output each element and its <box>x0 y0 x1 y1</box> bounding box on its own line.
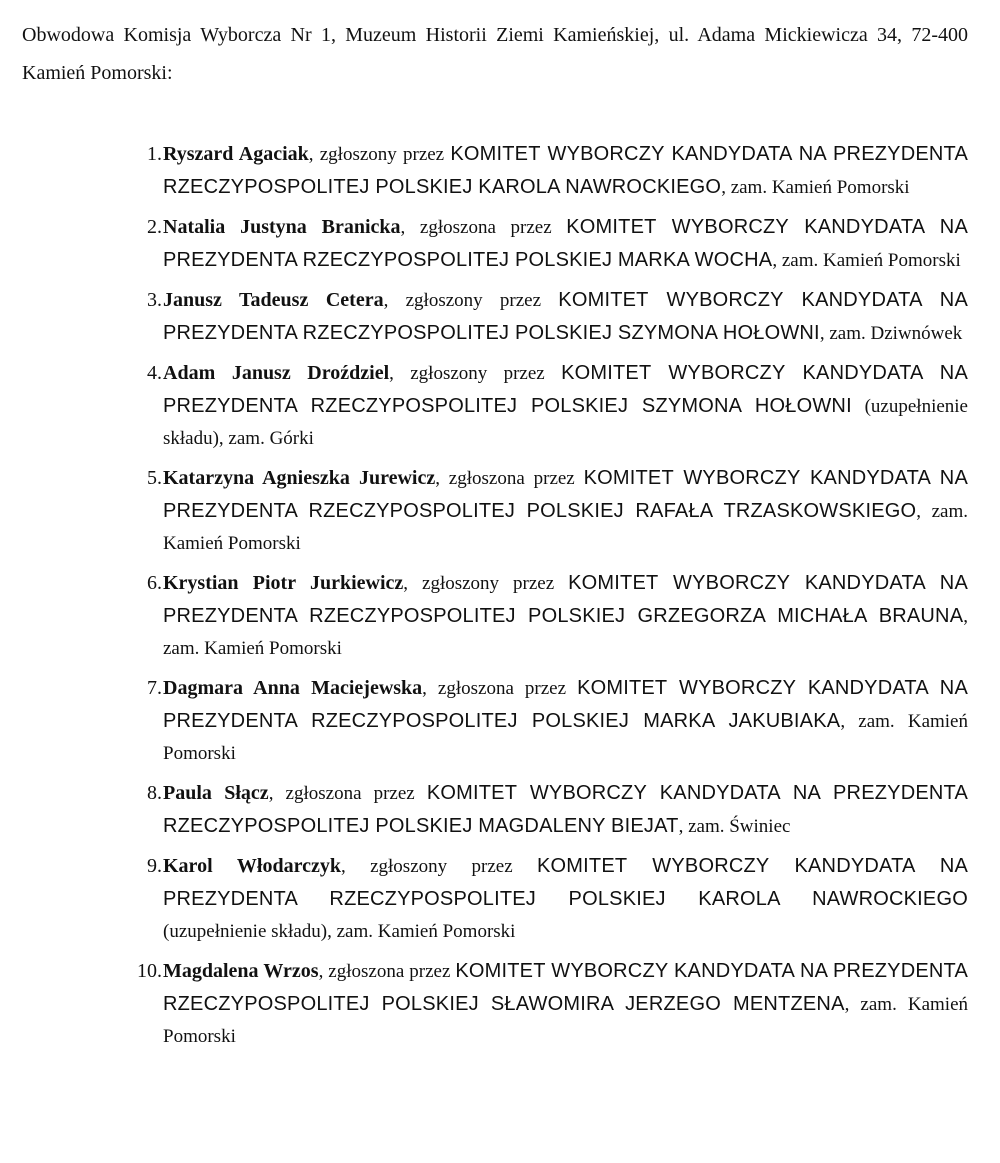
committee-name: KOMITET WYBORCZY KANDYDATA NA PREZYDENTA RZECZYPOSPOLITEJ POLSKIEJ SŁAWOMIRA JERZEGO MENTZENA <box>163 960 968 1015</box>
proposed-by: , zgłoszona przez <box>318 961 456 982</box>
residence: , zam. Dziwnówek <box>819 323 963 344</box>
item-number: 1. <box>147 143 162 165</box>
proposed-by: , zgłoszony przez <box>340 856 537 877</box>
residence: , zam. Kamień Pomorski <box>163 711 968 764</box>
residence: , zam. Kamień Pomorski <box>721 177 910 198</box>
member-name: Paula Słącz <box>163 782 269 804</box>
member-name: Natalia Justyna Branicka <box>163 216 401 238</box>
item-number: 8. <box>147 782 162 804</box>
member-list <box>22 138 968 1053</box>
item-number: 6. <box>147 572 162 594</box>
list-item <box>22 850 968 948</box>
item-number: 5. <box>147 467 162 489</box>
committee-name: KOMITET WYBORCZY KANDYDATA NA PREZYDENTA RZECZYPOSPOLITEJ POLSKIEJ SZYMONA HOŁOWNI <box>163 289 968 344</box>
list-item <box>22 567 968 665</box>
list-item <box>22 672 968 770</box>
item-number: 4. <box>147 362 162 384</box>
member-name: Katarzyna Agnieszka Jurewicz <box>163 467 436 489</box>
commission-header: Obwodowa Komisja Wyborcza Nr 1, Muzeum Historii Ziemi Kamieńskiej, ul. Adama Mickiewicza 34, 72-400 Kamień Pomorski: <box>22 24 968 84</box>
item-number: 10. <box>137 960 162 982</box>
member-name: Adam Janusz Droździel <box>163 362 390 384</box>
item-text <box>163 211 968 277</box>
member-name: Magdalena Wrzos <box>163 960 319 982</box>
item-text <box>163 777 968 843</box>
item-text <box>163 672 968 770</box>
member-name: Ryszard Agaciak <box>163 143 309 165</box>
committee-name: KOMITET WYBORCZY KANDYDATA NA PREZYDENTA RZECZYPOSPOLITEJ POLSKIEJ MAGDALENY BIEJAT <box>163 782 968 837</box>
committee-name: KOMITET WYBORCZY KANDYDATA NA PREZYDENTA RZECZYPOSPOLITEJ POLSKIEJ GRZEGORZA MICHAŁA BRAUNA <box>163 572 968 627</box>
committee-name: KOMITET WYBORCZY KANDYDATA NA PREZYDENTA RZECZYPOSPOLITEJ POLSKIEJ RAFAŁA TRZASKOWSKIEGO <box>163 467 968 522</box>
list-item <box>22 955 968 1053</box>
item-text <box>163 357 968 455</box>
list-item <box>22 284 968 350</box>
committee-name: KOMITET WYBORCZY KANDYDATA NA PREZYDENTA RZECZYPOSPOLITEJ POLSKIEJ KAROLA NAWROCKIEGO <box>163 143 968 198</box>
residence: , zam. Kamień Pomorski <box>163 606 968 659</box>
committee-name: KOMITET WYBORCZY KANDYDATA NA PREZYDENTA RZECZYPOSPOLITEJ POLSKIEJ MARKA JAKUBIAKA <box>163 677 968 732</box>
list-item <box>22 357 968 455</box>
proposed-by: , zgłoszona przez <box>268 783 427 804</box>
list-item <box>22 138 968 204</box>
proposed-by: , zgłoszony przez <box>403 573 569 594</box>
committee-name: KOMITET WYBORCZY KANDYDATA NA PREZYDENTA RZECZYPOSPOLITEJ POLSKIEJ KAROLA NAWROCKIEGO <box>163 855 969 910</box>
residence: (uzupełnienie składu), zam. Górki <box>163 396 968 449</box>
residence: , zam. Kamień Pomorski <box>163 994 969 1047</box>
item-number: 2. <box>147 216 162 238</box>
proposed-by: , zgłoszona przez <box>400 217 567 238</box>
list-item <box>22 211 968 277</box>
list-item <box>22 777 968 843</box>
residence: , zam. Świniec <box>678 816 791 837</box>
committee-name: KOMITET WYBORCZY KANDYDATA NA PREZYDENTA RZECZYPOSPOLITEJ POLSKIEJ MARKA WOCHA <box>163 216 968 271</box>
committee-name: KOMITET WYBORCZY KANDYDATA NA PREZYDENTA RZECZYPOSPOLITEJ POLSKIEJ SZYMONA HOŁOWNI <box>163 362 968 417</box>
document-page <box>22 16 968 1060</box>
item-text <box>163 138 968 204</box>
residence: (uzupełnienie składu), zam. Kamień Pomorski <box>163 921 516 942</box>
proposed-by: , zgłoszona przez <box>435 468 584 489</box>
residence: , zam. Kamień Pomorski <box>163 501 968 554</box>
item-text <box>163 462 968 560</box>
member-name: Dagmara Anna Maciejewska <box>163 677 423 699</box>
item-text <box>163 284 968 350</box>
proposed-by: , zgłoszony przez <box>389 363 562 384</box>
item-text <box>163 567 968 665</box>
residence: , zam. Kamień Pomorski <box>772 250 961 271</box>
item-number: 3. <box>147 289 162 311</box>
item-text <box>163 955 968 1053</box>
proposed-by: , zgłoszona przez <box>422 678 578 699</box>
member-name: Janusz Tadeusz Cetera <box>163 289 384 311</box>
list-item <box>22 462 968 560</box>
member-name: Karol Włodarczyk <box>163 855 341 877</box>
member-name: Krystian Piotr Jurkiewicz <box>163 572 404 594</box>
item-text <box>163 850 968 948</box>
proposed-by: , zgłoszony przez <box>308 144 451 165</box>
item-number: 9. <box>147 855 162 877</box>
proposed-by: , zgłoszony przez <box>383 290 559 311</box>
item-number: 7. <box>147 677 162 699</box>
